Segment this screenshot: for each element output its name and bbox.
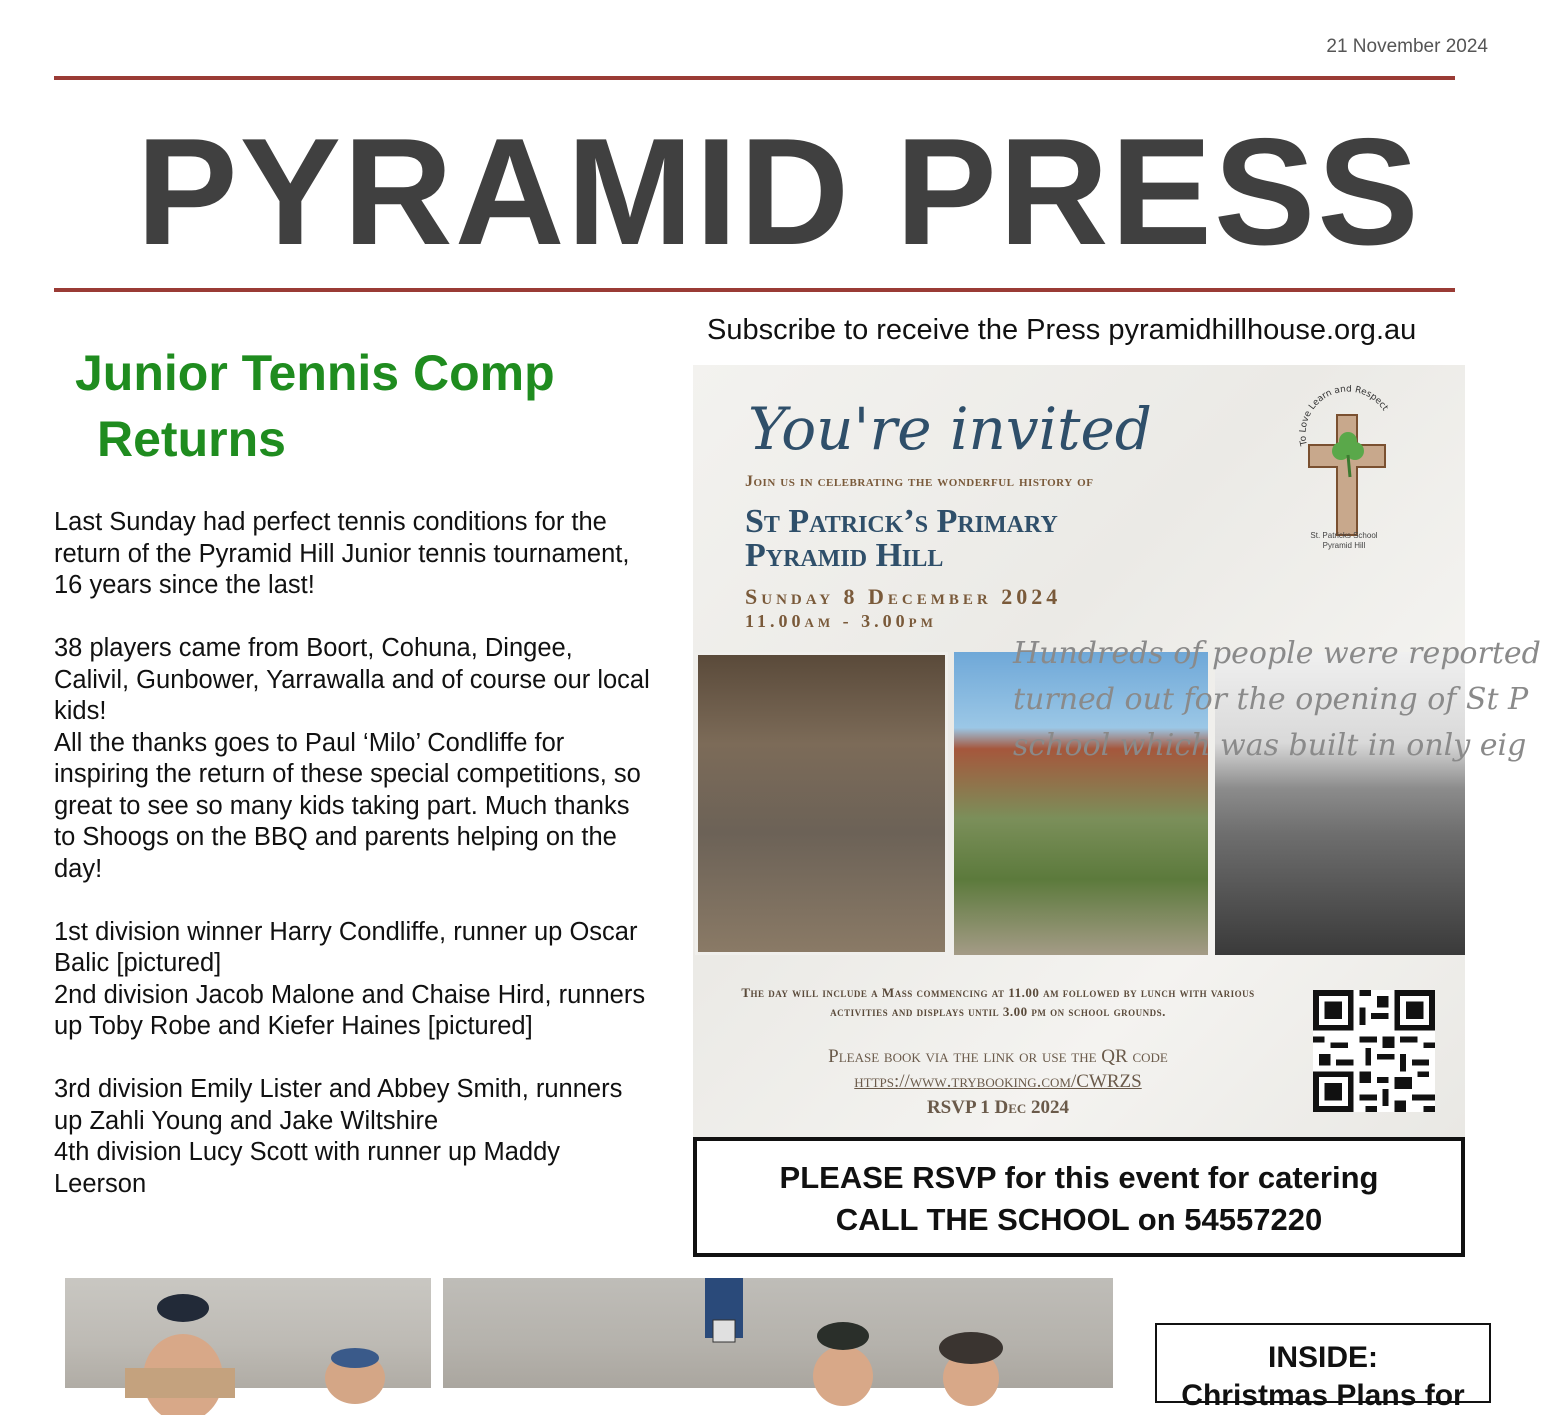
tennis-winners-photo-2 (443, 1278, 1113, 1388)
flyer-school-name (745, 505, 1058, 573)
school-name-line-1: St Patrick’s Primary (745, 503, 1058, 540)
masthead-title: PYRAMID PRESS (136, 107, 1421, 277)
paragraph: 2nd division Jacob Malone and Chaise Hird, runners up Toby Robe and Kiefer Haines [pictured] (54, 980, 646, 1040)
event-day: Sunday 8 December 2024 (745, 584, 1062, 609)
qr-code-icon[interactable] (1313, 990, 1435, 1112)
school-name-line-2: Pyramid Hill (745, 537, 944, 574)
rsvp-line-1: PLEASE RSVP for this event for catering (779, 1160, 1379, 1195)
inside-contents-box (1155, 1323, 1491, 1412)
event-flyer (693, 365, 1541, 1137)
paragraph: 4th division Lucy Scott with runner up Maddy Leerson (54, 1138, 561, 1198)
inside-line: Christmas Plans for (1181, 1379, 1465, 1412)
paragraph: 3rd division Emily Lister and Abbey Smith, runners up Zahli Young and Jake Wiltshire (54, 1075, 623, 1135)
paragraph: 1st division winner Harry Condliffe, runner up Oscar Balic [pictured] (54, 917, 638, 977)
subscribe-line: Subscribe to receive the Press pyramidhillhouse.org.au (707, 314, 1417, 346)
article-headline (75, 340, 555, 472)
rsvp-callout-box (693, 1137, 1465, 1257)
flyer-invited-heading: You're invited (748, 395, 1152, 463)
inside-title: INSIDE: (1267, 1341, 1378, 1374)
flyer-handwritten-quote: Hundreds of people were reported turned out for the opening of St P school which was built in only eig (1013, 636, 1541, 763)
paragraph: 38 players came from Boort, Cohuna, Dingee, Calivil, Gunbower, Yarrawalla and of course our local kids! (54, 634, 650, 725)
tennis-winners-photo-1 (65, 1278, 431, 1388)
school-logo-cross-icon (1297, 385, 1397, 555)
article-body (54, 507, 654, 1200)
event-time: 11.00am - 3.00pm (745, 611, 937, 631)
flyer-event-date (745, 585, 1061, 633)
historic-class-photo (695, 652, 948, 955)
headline-line-1: Junior Tennis Comp (75, 345, 555, 401)
flyer-booking-link[interactable]: https://www.trybooking.com/CWRZS (854, 1071, 1142, 1092)
paragraph: All the thanks goes to Paul ‘Milo’ Condliffe for inspiring the return of these special competitions, so great to see so many kids taking part. Much thanks to Shoogs on the BBQ and parents helping on the day! (54, 728, 641, 883)
top-rule (54, 76, 1455, 80)
logo-motto: To Love Learn and Respect (1298, 385, 1390, 447)
headline-line-2: Returns (97, 411, 286, 467)
flyer-details: The day will include a Mass commencing at 11.00 am followed by lunch with various activities and displays until 3.00 pm on school grounds. (741, 985, 1255, 1019)
bottom-rule (54, 288, 1455, 292)
flyer-join-line: Join us in celebrating the wonderful history of (745, 473, 1094, 490)
paragraph: Last Sunday had perfect tennis conditions for the return of the Pyramid Hill Junior tennis tournament, 16 years since the last! (54, 508, 630, 599)
flyer-rsvp-date: RSVP 1 Dec 2024 (926, 1097, 1070, 1118)
flyer-booking-line: Please book via the link or use the QR code (828, 1046, 1168, 1067)
rsvp-line-2: CALL THE SCHOOL on 54557220 (835, 1202, 1323, 1237)
logo-school-name: St. Patricks School Pyramid Hill (1310, 531, 1378, 550)
issue-date: 21 November 2024 (1326, 36, 1488, 57)
